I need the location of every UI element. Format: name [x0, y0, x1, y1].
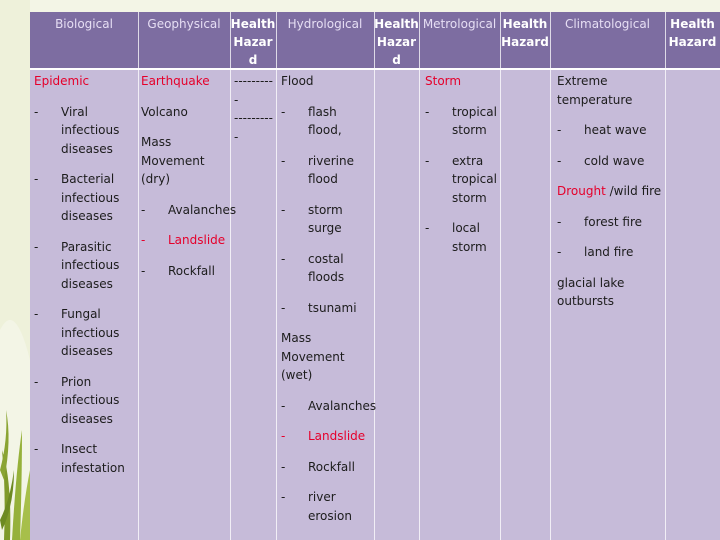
dash: - [557, 153, 562, 168]
item-text: Prion infectious diseases [61, 374, 120, 426]
list-item [281, 458, 373, 477]
list-item [425, 103, 499, 140]
list-item [281, 152, 373, 189]
extreme-temperature-title: Extreme temperature [557, 74, 633, 107]
item-text: Rockfall [168, 263, 215, 278]
item-text: flash flood, [308, 104, 342, 137]
header-biological: Biological [55, 17, 113, 31]
item-text: riverine flood [308, 153, 355, 186]
dash: - [281, 459, 286, 474]
header-line: Health [230, 17, 276, 31]
wild-fire-text: /wild fire [605, 184, 662, 198]
item-text: extra tropical storm [452, 153, 497, 205]
dash-line: --------- [234, 74, 273, 88]
biological-column [34, 72, 134, 489]
column-divider [138, 12, 139, 540]
item-text: Parasitic infectious diseases [61, 239, 120, 291]
dash: - [425, 104, 430, 119]
item-text: Avalanches [168, 202, 237, 217]
list-item [425, 219, 499, 256]
header-line: Health [502, 17, 548, 31]
list-item [281, 427, 373, 446]
column-divider [419, 12, 420, 540]
dash: - [34, 239, 39, 254]
header-line: d [248, 53, 258, 67]
item-text: Viral infectious diseases [61, 104, 120, 156]
column-divider [550, 12, 551, 540]
dash-line: - [234, 92, 239, 107]
item-text: forest fire [584, 214, 643, 229]
header-line: Hazard [668, 35, 717, 49]
column-divider [276, 12, 277, 540]
item-text: Bacterial infectious diseases [61, 172, 120, 223]
column-divider [500, 12, 501, 540]
list-item [34, 305, 134, 361]
list-item [281, 397, 377, 416]
header-geophysical: Geophysical [147, 17, 221, 31]
item-text: land fire [584, 245, 634, 259]
item-text: Landslide [168, 233, 226, 247]
header-line: Hazard [501, 35, 549, 49]
dash: - [34, 104, 39, 119]
column-divider [665, 12, 666, 540]
item-text: storm surge [308, 202, 343, 235]
item-text: Avalanches [308, 398, 377, 413]
dash: - [141, 263, 146, 278]
slide [30, 12, 720, 540]
item-text: heat wave [584, 123, 647, 137]
drought-text: Drought [557, 184, 606, 198]
dash: - [34, 374, 39, 389]
list-item [34, 170, 134, 226]
volcano-text: Volcano [141, 104, 188, 119]
header-line: d [392, 53, 401, 67]
item-text: Landslide [308, 429, 366, 443]
dash: - [557, 245, 562, 259]
list-item [557, 243, 663, 262]
list-item [281, 250, 373, 287]
dash: - [281, 300, 286, 315]
climatological-column [557, 72, 663, 323]
list-item [34, 238, 134, 294]
dash: - [281, 398, 286, 413]
hydrological-column [281, 72, 377, 537]
earthquake-title: Earthquake [141, 74, 210, 88]
item-text: Insect infestation [61, 442, 125, 475]
mass-movement-wet-text: Mass Movement (wet) [281, 331, 345, 382]
dash: - [281, 202, 286, 217]
item-text: costal floods [308, 251, 345, 284]
glacial-lake-text: glacial lake outbursts [557, 275, 625, 308]
list-item [557, 152, 663, 171]
dash: - [141, 202, 146, 217]
header-health-hazard-2 [374, 15, 419, 69]
dash: - [34, 307, 39, 321]
header-climatological: Climatological [564, 17, 651, 31]
dash: - [281, 104, 286, 119]
list-item [281, 103, 373, 140]
dash: - [281, 153, 286, 168]
dash-line: --------- [234, 111, 273, 125]
flood-title: Flood [281, 74, 314, 88]
dash: - [425, 153, 430, 168]
header-line: Hazar [376, 35, 417, 49]
storm-title: Storm [425, 74, 462, 88]
mass-movement-dry-text: Mass Movement (dry) [141, 135, 205, 186]
item-text: Fungal infectious diseases [61, 307, 120, 358]
header-health-hazard-4 [665, 15, 720, 51]
item-text: cold wave [584, 153, 645, 168]
dash: - [281, 251, 286, 266]
list-item [34, 373, 134, 429]
health-hazard-dashes [234, 72, 276, 146]
item-text: tsunami [308, 300, 357, 315]
list-item [34, 440, 134, 477]
item-text: Rockfall [308, 459, 355, 474]
list-item [557, 213, 663, 232]
dash: - [34, 442, 39, 456]
geophysical-column [141, 72, 237, 292]
list-item [281, 488, 373, 525]
item-text: tropical storm [452, 104, 497, 137]
column-divider [374, 12, 375, 540]
drought-line [557, 182, 663, 201]
metrological-column [425, 72, 499, 268]
list-item [281, 299, 373, 318]
header-health-hazard-3 [500, 15, 550, 51]
dash: - [425, 221, 430, 235]
item-text: local storm [452, 221, 487, 254]
list-item [141, 201, 237, 220]
column-divider [230, 12, 231, 540]
dash: - [557, 123, 562, 137]
header-hydrological: Hydrological [287, 17, 363, 31]
header-line: Health [670, 17, 715, 31]
item-text: river erosion [308, 490, 352, 523]
header-health-hazard-1 [230, 15, 276, 69]
list-item [281, 201, 373, 238]
dash: - [34, 172, 39, 186]
header-metrological: Metrological [422, 17, 497, 31]
list-item [34, 103, 134, 159]
dash: - [281, 490, 286, 504]
list-item [557, 121, 663, 140]
header-line: Hazar [233, 35, 273, 49]
list-item [141, 262, 227, 281]
dash: - [281, 429, 286, 443]
dash: - [141, 233, 146, 247]
dash-line: - [234, 129, 239, 144]
dash: - [557, 214, 562, 229]
list-item [141, 231, 227, 250]
epidemic-title: Epidemic [34, 74, 90, 88]
list-item [425, 152, 499, 208]
header-line: Health [374, 17, 419, 31]
